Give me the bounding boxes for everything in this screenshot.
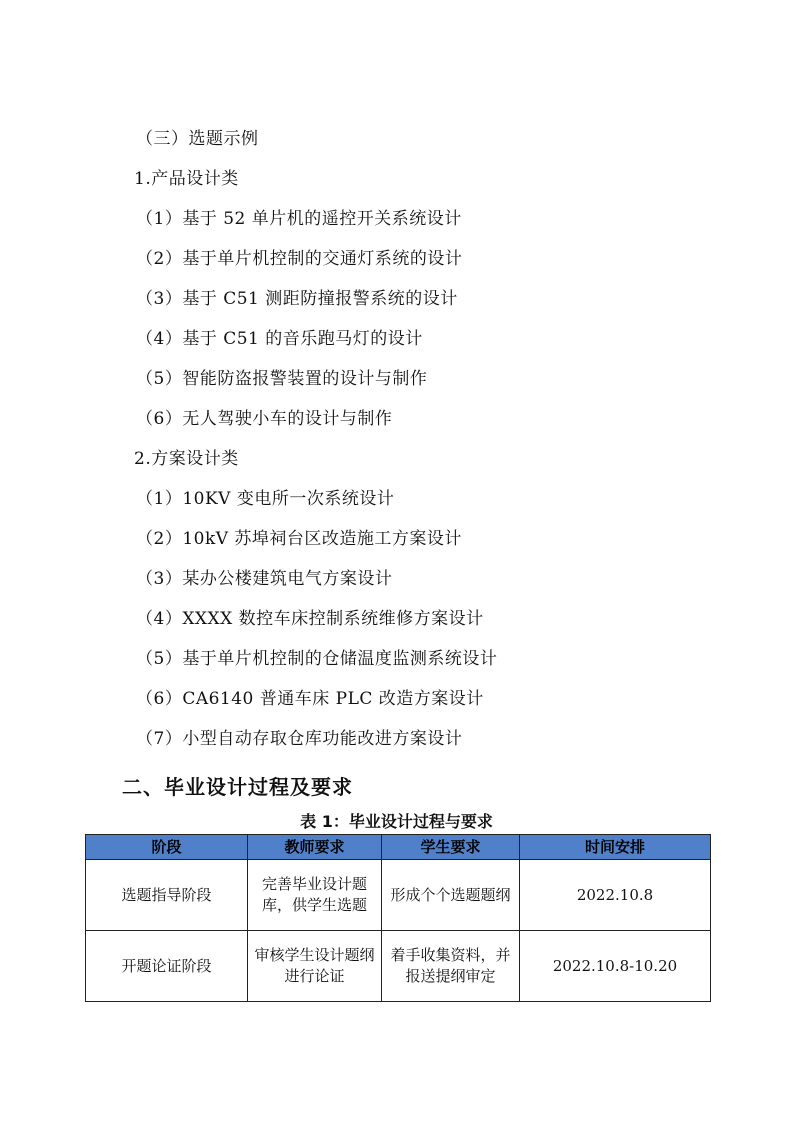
list-item: （7）小型自动存取仓库功能改进方案设计 [136, 729, 463, 749]
table-row [86, 860, 711, 931]
cell-stage: 开题论证阶段 [86, 931, 248, 1002]
list-item: （4）基于 C51 的音乐跑马灯的设计 [136, 329, 423, 349]
table-header-row [86, 835, 711, 860]
list-item: （6）无人驾驶小车的设计与制作 [136, 409, 393, 429]
list-item: （5）智能防盗报警装置的设计与制作 [136, 369, 428, 389]
header-schedule: 时间安排 [520, 835, 711, 860]
cell-teacher-requirements: 完善毕业设计题库，供学生选题 [248, 860, 382, 931]
list-item: （4）XXXX 数控车床控制系统维修方案设计 [136, 609, 484, 629]
cell-teacher-requirements: 审核学生设计题纲进行论证 [248, 931, 382, 1002]
process-table [85, 834, 711, 1002]
list-item: （1）10KV 变电所一次系统设计 [136, 489, 395, 509]
list-item: （3）基于 C51 测距防撞报警系统的设计 [136, 289, 458, 309]
list-item: （1）基于 52 单片机的遥控开关系统设计 [136, 209, 462, 229]
subsection-heading: （三）选题示例 [136, 129, 259, 149]
category-heading: 1.产品设计类 [134, 169, 239, 189]
list-item: （6）CA6140 普通车床 PLC 改造方案设计 [136, 689, 484, 709]
category-heading: 2.方案设计类 [134, 449, 239, 469]
cell-student-requirements: 着手收集资料，并报送提纲审定 [382, 931, 520, 1002]
list-item: （2）10kV 苏埠祠台区改造施工方案设计 [136, 529, 462, 549]
header-teacher-requirements: 教师要求 [248, 835, 382, 860]
list-item: （5）基于单片机控制的仓储温度监测系统设计 [136, 649, 498, 669]
section-title: 二、毕业设计过程及要求 [122, 775, 353, 799]
list-item: （3）某办公楼建筑电气方案设计 [136, 569, 393, 589]
table-row [86, 931, 711, 1002]
header-stage: 阶段 [86, 835, 248, 860]
cell-student-requirements: 形成个个选题题纲 [382, 860, 520, 931]
table-caption: 表 1：毕业设计过程与要求 [300, 812, 493, 831]
cell-schedule: 2022.10.8-10.20 [520, 931, 711, 1002]
list-item: （2）基于单片机控制的交通灯系统的设计 [136, 249, 463, 269]
header-student-requirements: 学生要求 [382, 835, 520, 860]
cell-schedule: 2022.10.8 [520, 860, 711, 931]
cell-stage: 选题指导阶段 [86, 860, 248, 931]
